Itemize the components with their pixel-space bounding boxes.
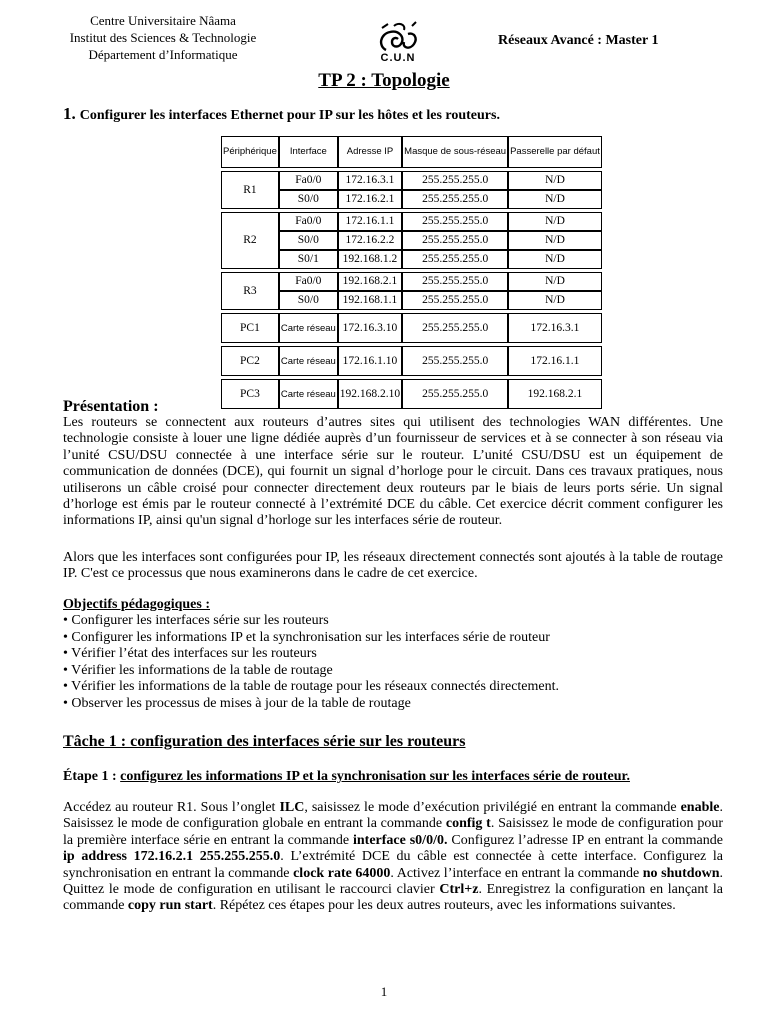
list-item: • Vérifier les informations de la table de routage pour les réseaux connectés directement. — [63, 679, 560, 695]
interface-cell: S0/1 — [279, 250, 338, 269]
step-text: configurez les informations IP et la synchronisation sur les interfaces série de routeur. — [120, 769, 630, 784]
body-text: . Quittez le mode de configuration en utilisant le raccourci clavier — [63, 865, 723, 898]
mask-cell: 255.255.255.0 — [402, 231, 508, 250]
institution-line: Centre Universitaire Nâama — [90, 13, 236, 28]
interface-cell: S0/0 — [279, 231, 338, 250]
ip-cell: 172.16.1.1 — [338, 212, 402, 231]
body-text: Accédez au routeur R1. Sous l’onglet — [63, 800, 280, 815]
gateway-cell: 172.16.3.1 — [508, 313, 602, 343]
task-1-heading: Tâche 1 : configuration des interfaces série sur les routeurs — [63, 733, 466, 750]
ip-cell: 192.168.1.2 — [338, 250, 402, 269]
interface-cell: Fa0/0 — [279, 171, 338, 190]
command-text: enable — [680, 800, 720, 815]
mask-cell: 255.255.255.0 — [402, 346, 508, 376]
gateway-cell: N/D — [508, 231, 602, 250]
ip-cell: 172.16.3.1 — [338, 171, 402, 190]
body-text: Configurez l’adresse IP en entrant la commande — [447, 832, 723, 848]
presentation-paragraph-2: Alors que les interfaces sont configurées pour IP, les réseaux directement connectés sont ajoutés à la table de routage IP. C'est ce processus que nous examinerons dans le cadre de cet exercice. — [63, 550, 723, 582]
command-text: Ctrl+z — [439, 882, 479, 898]
ip-cell: 172.16.2.1 — [338, 190, 402, 209]
table-header-row — [221, 136, 602, 168]
body-text: , saisissez le mode d’exécution privilégié en entrant la commande — [304, 800, 681, 815]
presentation-heading: Présentation : — [63, 398, 159, 415]
gateway-cell: 172.16.1.1 — [508, 346, 602, 376]
table-row — [221, 379, 602, 409]
command-text: config t — [445, 816, 491, 832]
step-label: Étape 1 : — [63, 769, 121, 784]
ip-cell: 172.16.1.10 — [338, 346, 402, 376]
gateway-cell: N/D — [508, 291, 602, 310]
table-row — [221, 272, 602, 291]
institution-line: Institut des Sciences & Technologie — [69, 30, 257, 45]
ip-cell: 192.168.1.1 — [338, 291, 402, 310]
mask-cell: 255.255.255.0 — [402, 250, 508, 269]
header-ip: Adresse IP — [338, 136, 402, 168]
list-item: • Observer les processus de mises à jour de la table de routage — [63, 695, 411, 711]
command-text: copy run start — [127, 898, 213, 914]
gateway-cell: 192.168.2.1 — [508, 379, 602, 409]
ip-cell: 172.16.2.2 — [338, 231, 402, 250]
interface-cell: Carte réseau — [279, 313, 338, 343]
body-text: . L’extrémité DCE du câble est connectée à cette interface. Configurez la synchronisation en entrant la commande — [63, 849, 724, 881]
mask-cell: 255.255.255.0 — [402, 379, 508, 409]
mask-cell: 255.255.255.0 — [402, 313, 508, 343]
interface-cell: Carte réseau — [279, 379, 338, 409]
section-1-heading — [63, 104, 500, 124]
device-cell: PC1 — [221, 313, 279, 343]
logo-text: C.U.N — [380, 52, 416, 64]
mask-cell: 255.255.255.0 — [402, 291, 508, 310]
command-text: clock rate 64000 — [293, 865, 391, 881]
table-row — [221, 171, 602, 190]
interface-cell: Fa0/0 — [279, 212, 338, 231]
page-number: 1 — [380, 984, 388, 999]
mask-cell: 255.255.255.0 — [402, 212, 508, 231]
ip-cell: 192.168.2.10 — [338, 379, 402, 409]
command-text: ip address 172.16.2.1 255.255.255.0 — [63, 849, 281, 865]
interface-cell: S0/0 — [279, 190, 338, 209]
list-item: • Configurer les interfaces série sur les routeurs — [63, 613, 329, 628]
table-row — [221, 190, 602, 209]
mask-cell: 255.255.255.0 — [402, 190, 508, 209]
command-text: no shutdown — [642, 865, 720, 881]
body-text: . Répétez ces étapes pour les deux autres routeurs, avec les informations suivantes. — [212, 898, 676, 914]
objectives-heading: Objectifs pédagogiques : — [63, 597, 210, 612]
table-row — [221, 250, 602, 269]
interface-cell: S0/0 — [279, 291, 338, 310]
table-row — [221, 346, 602, 376]
mask-cell: 255.255.255.0 — [402, 272, 508, 291]
device-cell: R1 — [221, 171, 279, 209]
presentation-paragraph-1: Les routeurs se connectent aux routeurs d’autres sites qui utilisent des technologies WAN différentes. Une technologie consiste à louer une ligne dédiée auprès d’un fournisseur de services et à se connecter à son réseau via l’unité CSU/DSU connectée à une interface série sur le routeur. L’unité CSU/DSU est un équipement de communication de données (DCE), qui fournit un signal d’horloge pour le circuit. Dans ces travaux pratiques, nous utiliserons un câble croisé pour connecter directement deux routeurs par le biais de leurs ports série. Un signal d’horloge est émis par le routeur connecté à l’extrémité DCE du câble. Cet exercice décrit comment configurer les informations IP, ainsi qu'un signal d’horloge sur les interfaces série de routeur. — [63, 415, 723, 529]
address-table — [221, 136, 602, 409]
gateway-cell: N/D — [508, 250, 602, 269]
gateway-cell: N/D — [508, 190, 602, 209]
body-text: . Saisissez le mode de configuration pour la première interface série en entrant la commande — [63, 816, 723, 848]
device-cell: R2 — [221, 212, 279, 269]
table-row — [221, 313, 602, 343]
list-item: • Vérifier l’état des interfaces sur les routeurs — [63, 646, 317, 662]
command-text: ILC — [279, 800, 305, 815]
table-row — [221, 212, 602, 231]
gateway-cell: N/D — [508, 212, 602, 231]
device-cell: PC3 — [221, 379, 279, 409]
body-text: . Enregistrez la configuration en lançant la commande — [63, 882, 723, 914]
table-row — [221, 291, 602, 310]
interface-cell: Carte réseau — [279, 346, 338, 376]
gateway-cell: N/D — [508, 171, 602, 190]
header-mask: Masque de sous-réseau — [402, 136, 508, 168]
list-item: • Vérifier les informations de la table de routage — [63, 662, 333, 678]
header-interface: Interface — [279, 136, 338, 168]
task-1-body — [63, 800, 723, 915]
device-cell: R3 — [221, 272, 279, 310]
institution-block — [38, 12, 288, 63]
page-title: TP 2 : Topologie — [318, 70, 450, 91]
mask-cell: 255.255.255.0 — [402, 171, 508, 190]
body-text: . Activez l’interface en entrant la commande — [390, 865, 643, 881]
section-number: 1. — [63, 104, 76, 123]
course-title: Réseaux Avancé : Master 1 — [498, 33, 659, 48]
address-table-container — [221, 136, 600, 409]
ip-cell: 192.168.2.1 — [338, 272, 402, 291]
list-item: • Configurer les informations IP et la synchronisation sur les interfaces série de routeur — [63, 629, 550, 645]
body-text: . Saisissez le mode de configuration globale en entrant la commande — [63, 800, 723, 832]
objectives-list — [63, 613, 559, 713]
gateway-cell: N/D — [508, 272, 602, 291]
command-text: interface s0/0/0. — [352, 832, 448, 848]
table-row — [221, 231, 602, 250]
interface-cell: Fa0/0 — [279, 272, 338, 291]
institution-line: Département d’Informatique — [88, 47, 238, 62]
header-device: Périphérique — [221, 136, 279, 168]
ip-cell: 172.16.3.10 — [338, 313, 402, 343]
section-text: Configurer les interfaces Ethernet pour IP sur les hôtes et les routeurs. — [79, 108, 500, 123]
device-cell: PC2 — [221, 346, 279, 376]
step-1-heading — [63, 769, 630, 785]
header-gateway: Passerelle par défaut — [508, 136, 602, 168]
